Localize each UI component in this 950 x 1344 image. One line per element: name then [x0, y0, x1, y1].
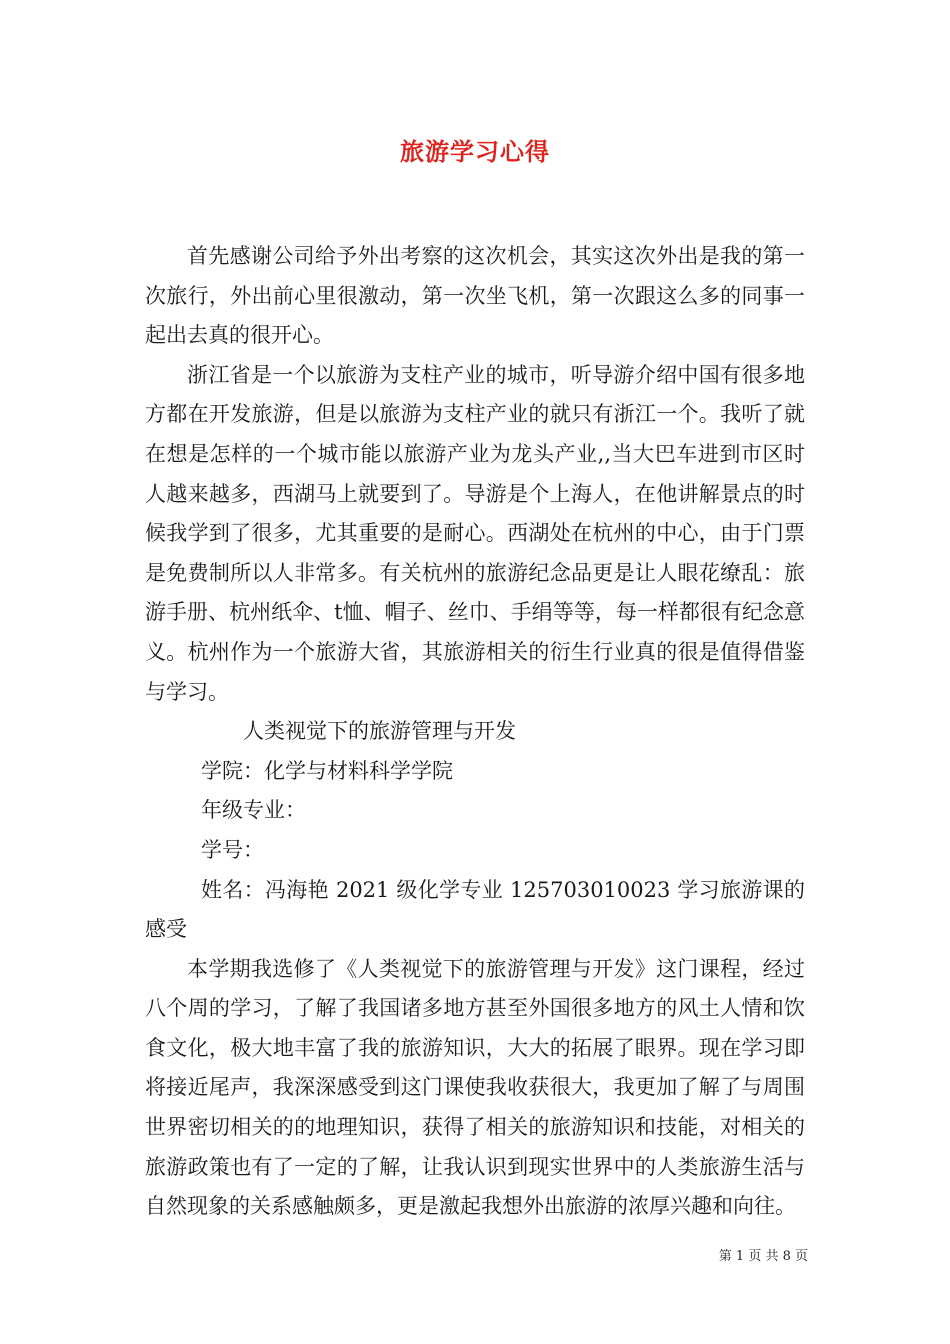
course-subtitle: 人类视觉下的旅游管理与开发	[243, 719, 516, 744]
page-number: 第 1 页 共 8 页	[718, 1249, 808, 1264]
student-id-line: 学号：	[201, 837, 264, 862]
document-body	[145, 237, 805, 1227]
college-line: 学院：化学与材料科学学院	[201, 758, 453, 783]
name-line-text: 姓名：冯海艳 2021 级化学专业 125703010023 学习旅游课的感受	[145, 877, 805, 942]
paragraph-course: 本学期我选修了《人类视觉下的旅游管理与开发》这门课程，经过八个周的学习，了解了我国诸多地方甚至外国很多地方的风土人情和饮食文化，极大地丰富了我的旅游知识，大大的拓展了眼界。现在学习即将接近尾声，我深深感受到这门课使我收获很大，我更加了解了与周围世界密切相关的的地理知识，获得了相关的旅游知识和技能，对相关的旅游政策也有了一定的了解，让我认识到现实世界中的人类旅游生活与自然现象的关系感触颇多，更是激起我想外出旅游的浓厚兴趣和向往。	[145, 956, 805, 1219]
grade-major-line: 年级专业：	[201, 798, 306, 823]
paragraph-zhejiang: 浙江省是一个以旅游为支柱产业的城市，听导游介绍中国有很多地方都在开发旅游，但是以旅游为支柱产业的就只有浙江一个。我听了就在想是怎样的一个城市能以旅游产业为龙头产业,,当大巴车进到市区时人越来越多，西湖马上就要到了。导游是个上海人，在他讲解景点的时候我学到了很多，尤其重要的是耐心。西湖处在杭州的中心，由于门票是免费制所以人非常多。有关杭州的旅游纪念品更是让人眼花缭乱：旅游手册、杭州纸伞、t恤、帽子、丝巾、手绢等等，每一样都很有纪念意义。杭州作为一个旅游大省，其旅游相关的衍生行业真的很是值得借鉴与学习。	[145, 362, 805, 704]
paragraph-intro: 首先感谢公司给予外出考察的这次机会，其实这次外出是我的第一次旅行，外出前心里很激动，第一次坐飞机，第一次跟这么多的同事一起出去真的很开心。	[145, 244, 805, 348]
document-title: 旅游学习心得	[400, 137, 550, 166]
name-line	[145, 871, 805, 950]
